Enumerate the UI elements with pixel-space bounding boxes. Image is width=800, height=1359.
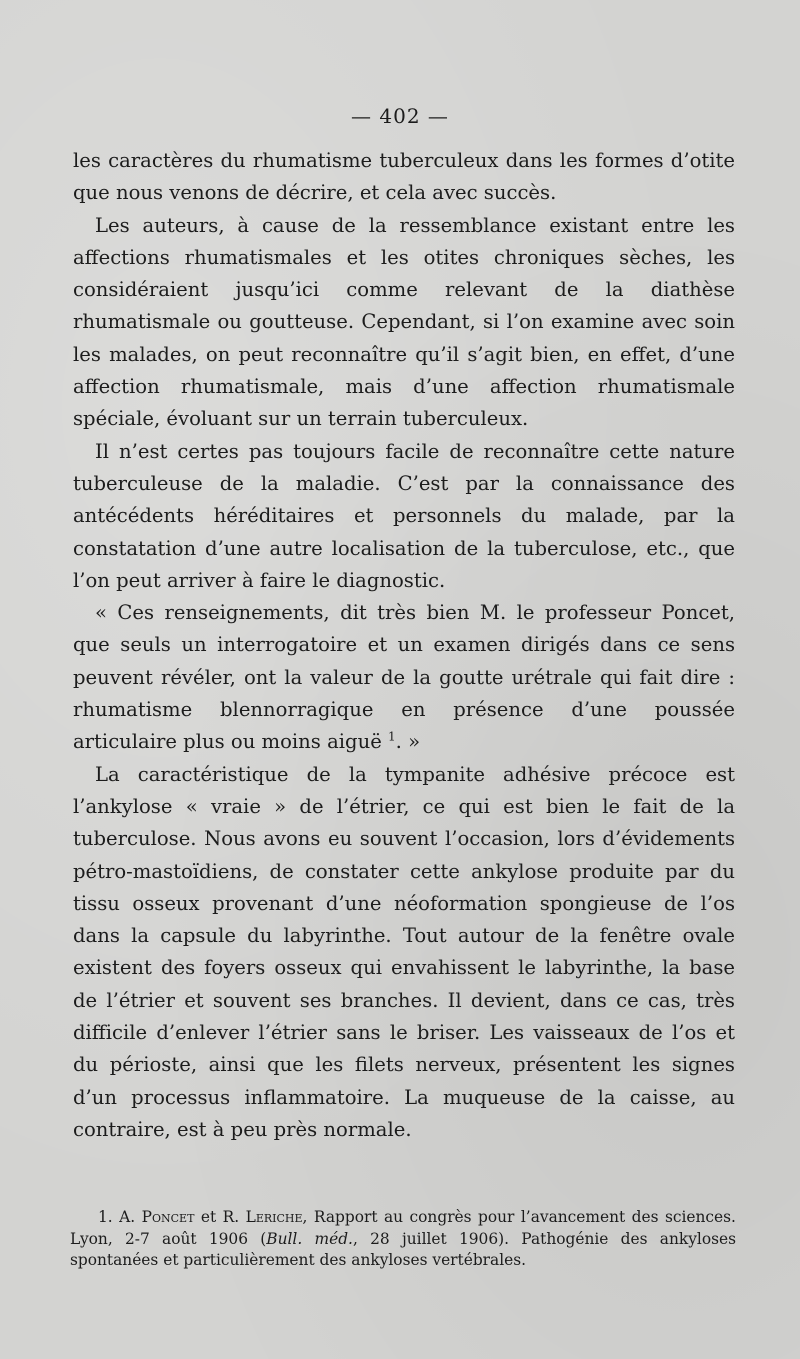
footnote-journal: Bull. méd. [266, 1229, 353, 1248]
footnote-citation-start: , Rapport au congrès pour l’avancement des sciences. Lyon, 2-7 août 1906 ( [70, 1208, 736, 1248]
body-text [73, 145, 735, 1146]
footnote-author-1: A. Poncet [119, 1208, 195, 1226]
footnote-citation-end: , 28 juillet 1906). Pathogénie des ankyloses spontanées et particulièrement des ankyloses vertébrales. [70, 1229, 736, 1269]
paragraph-2: Les auteurs, à cause de la ressemblance existant entre les affections rhumatismales et les otites chroniques sèches, les considéraient jusqu’ici comme relevant de la diathèse rhumatismale ou goutteuse. Cependant, si l’on examine avec soin les malades, on peut reconnaître qu’il s’agit bien, en effet, d’une affection rhumatismale, mais d’une affection rhumatismale spéciale, évoluant sur un terrain tuberculeux. [73, 213, 735, 431]
footnote-conjunction: et [200, 1208, 217, 1226]
paragraph-1: les caractères du rhumatisme tuberculeux dans les formes d’otite que nous venons de décrire, et cela avec succès. [73, 149, 735, 205]
paragraph-5: La caractéristique de la tympanite adhésive précoce est l’ankylose « vraie » de l’étrier, ce qui est bien le fait de la tuberculose. Nous avons eu souvent l’occasion, lors d’évidements pétro-mastoïdiens, de constater cette ankylose produite par du tissu osseux provenant d’une néoformation spongieuse de l’os dans la capsule du labyrinthe. Tout autour de la fenêtre ovale existent des foyers osseux qui envahissent le labyrinthe, la base de l’étrier et souvent ses branches. Il devient, dans ce cas, très difficile d’enlever l’étrier sans le briser. Les vaisseaux de l’os et du périoste, ainsi que les filets nerveux, présentent les signes d’un processus inflammatoire. La muqueuse de la caisse, au contraire, est à peu près normale. [73, 762, 735, 1141]
page-number: — 402 — [351, 104, 449, 128]
footnote-reference: 1 [388, 729, 396, 744]
footnote-author-2: R. Leriche [222, 1208, 303, 1226]
footnote [70, 1207, 736, 1272]
footnote-text [70, 1207, 736, 1272]
quote-close: . » [395, 730, 421, 754]
paragraph-4-quote [73, 597, 735, 758]
quote-text: « Ces renseignements, dit très bien M. le professeur Poncet, que seuls un interrogatoire et un examen dirigés dans ce sens peuvent révéler, ont la valeur de la goutte urétrale qui fait dire : rhumatisme blennorragique en présence d’une poussée articulaire plus ou moins aiguë [73, 601, 735, 754]
footnote-number: 1. [98, 1208, 113, 1226]
paragraph-3: Il n’est certes pas toujours facile de reconnaître cette nature tuberculeuse de la maladie. C’est par la connaissance des antécédents héréditaires et personnels du malade, par la constatation d’une autre localisation de la tuberculose, etc., que l’on peut arriver à faire le diagnostic. [73, 439, 735, 592]
